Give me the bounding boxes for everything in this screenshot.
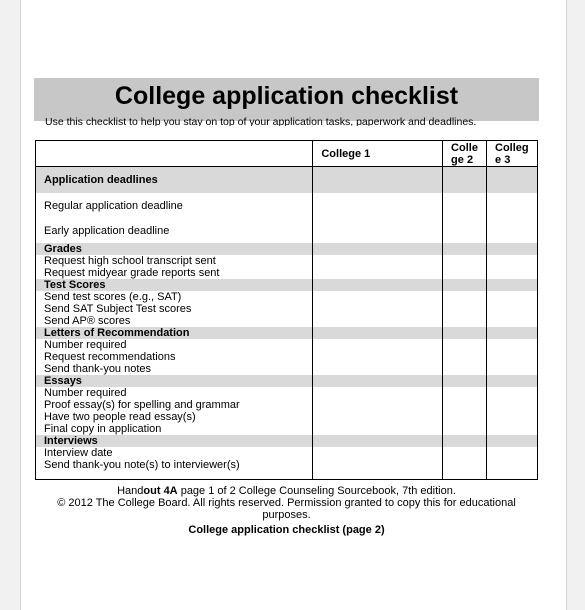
checklist-table: [35, 140, 538, 480]
entry-cell[interactable]: [487, 423, 538, 435]
entry-cell[interactable]: [487, 459, 538, 480]
table-row: [36, 387, 538, 399]
item-label: Regular application deadline: [36, 193, 313, 218]
table-row: [36, 303, 538, 315]
item-label: Number required: [36, 387, 313, 399]
header-college-2: [443, 141, 487, 167]
entry-cell[interactable]: [313, 267, 443, 279]
table-row: [36, 447, 538, 459]
section-cell: [487, 435, 538, 447]
entry-cell[interactable]: [313, 303, 443, 315]
page-title: College application checklist: [114, 82, 459, 110]
entry-cell[interactable]: [487, 315, 538, 327]
entry-cell[interactable]: [487, 351, 538, 363]
entry-cell[interactable]: [487, 291, 538, 303]
checklist-body: [36, 167, 538, 480]
entry-cell[interactable]: [313, 423, 443, 435]
section-cell: [313, 375, 443, 387]
entry-cell[interactable]: [443, 267, 487, 279]
section-row: [36, 327, 538, 339]
entry-cell[interactable]: [487, 218, 538, 243]
entry-cell[interactable]: [313, 315, 443, 327]
entry-cell[interactable]: [487, 387, 538, 399]
entry-cell[interactable]: [443, 193, 487, 218]
table-row: [36, 351, 538, 363]
entry-cell[interactable]: [313, 363, 443, 375]
entry-cell[interactable]: [443, 363, 487, 375]
item-label: Send thank-you note(s) to interviewer(s): [36, 459, 313, 480]
section-cell: [443, 243, 487, 255]
entry-cell[interactable]: [487, 267, 538, 279]
section-cell: [443, 167, 487, 194]
entry-cell[interactable]: [313, 255, 443, 267]
section-cell: [487, 167, 538, 194]
entry-cell[interactable]: [313, 459, 443, 480]
section-row: [36, 279, 538, 291]
entry-cell[interactable]: [487, 255, 538, 267]
table-row: [36, 315, 538, 327]
item-label: Number required: [36, 339, 313, 351]
item-label: Send test scores (e.g., SAT): [36, 291, 313, 303]
entry-cell[interactable]: [443, 399, 487, 411]
section-cell: [313, 167, 443, 194]
table-row: [36, 339, 538, 351]
entry-cell[interactable]: [443, 351, 487, 363]
section-row: [36, 167, 538, 194]
table-row: [36, 411, 538, 423]
section-cell: [443, 279, 487, 291]
entry-cell[interactable]: [487, 339, 538, 351]
header-label: [36, 141, 313, 167]
section-heading: Test Scores: [36, 279, 313, 291]
item-label: Request high school transcript sent: [36, 255, 313, 267]
section-heading: Grades: [36, 243, 313, 255]
entry-cell[interactable]: [313, 351, 443, 363]
item-label: Proof essay(s) for spelling and grammar: [36, 399, 313, 411]
entry-cell[interactable]: [313, 387, 443, 399]
section-row: [36, 243, 538, 255]
entry-cell[interactable]: [313, 447, 443, 459]
section-heading: Essays: [36, 375, 313, 387]
table-row: [36, 291, 538, 303]
item-label: Send AP® scores: [36, 315, 313, 327]
section-cell: [487, 279, 538, 291]
table-row: [36, 423, 538, 435]
entry-cell[interactable]: [313, 399, 443, 411]
section-cell: [487, 327, 538, 339]
handout-line: Handout 4A page 1 of 2 College Counseling Sourcebook, 7th edition.: [117, 485, 456, 497]
title-bar: [34, 78, 539, 121]
entry-cell[interactable]: [487, 411, 538, 423]
section-cell: [313, 435, 443, 447]
section-heading: Letters of Recommendation: [36, 327, 313, 339]
section-cell: [487, 243, 538, 255]
section-cell: [443, 375, 487, 387]
table-row: [36, 218, 538, 243]
section-cell: [443, 327, 487, 339]
entry-cell[interactable]: [443, 291, 487, 303]
table-row: [36, 399, 538, 411]
entry-cell[interactable]: [443, 447, 487, 459]
entry-cell[interactable]: [443, 339, 487, 351]
entry-cell[interactable]: [313, 411, 443, 423]
header-college-2-text: Colle ge 2: [451, 141, 478, 166]
entry-cell[interactable]: [443, 218, 487, 243]
entry-cell[interactable]: [443, 423, 487, 435]
header-college-3: [487, 141, 538, 167]
document-page: [20, 0, 567, 610]
table-header-row: [36, 141, 538, 167]
entry-cell[interactable]: [313, 218, 443, 243]
section-row: [36, 435, 538, 447]
entry-cell[interactable]: [443, 303, 487, 315]
instructions-text: Use this checklist to help you stay on top of your application tasks, paperwork and deadlines.: [45, 116, 477, 126]
item-label: Send thank-you notes: [36, 363, 313, 375]
entry-cell[interactable]: [443, 459, 487, 480]
header-college-3-text: Colleg e 3: [495, 141, 529, 166]
item-label: Request midyear grade reports sent: [36, 267, 313, 279]
section-heading: Interviews: [36, 435, 313, 447]
entry-cell[interactable]: [487, 193, 538, 218]
header-college-1: College 1: [313, 141, 443, 167]
table-row: [36, 193, 538, 218]
table-row: [36, 363, 538, 375]
entry-cell[interactable]: [487, 363, 538, 375]
item-label: Request recommendations: [36, 351, 313, 363]
item-label: Have two people read essay(s): [36, 411, 313, 423]
copyright-line: © 2012 The College Board. All rights reserved. Permission granted to copy this for educational purposes.: [57, 497, 516, 521]
entry-cell[interactable]: [313, 193, 443, 218]
table-row: [36, 255, 538, 267]
entry-cell[interactable]: [443, 255, 487, 267]
item-label: Send SAT Subject Test scores: [36, 303, 313, 315]
entry-cell[interactable]: [443, 315, 487, 327]
section-cell: [313, 279, 443, 291]
footer: [35, 485, 538, 536]
next-page-title: College application checklist (page 2): [188, 524, 385, 536]
section-cell: [313, 327, 443, 339]
item-label: Interview date: [36, 447, 313, 459]
item-label: Final copy in application: [36, 423, 313, 435]
entry-cell[interactable]: [313, 291, 443, 303]
entry-cell[interactable]: [443, 387, 487, 399]
entry-cell[interactable]: [487, 399, 538, 411]
section-cell: [443, 435, 487, 447]
entry-cell[interactable]: [313, 339, 443, 351]
table-row: [36, 459, 538, 480]
section-cell: [487, 375, 538, 387]
entry-cell[interactable]: [443, 411, 487, 423]
entry-cell[interactable]: [487, 303, 538, 315]
section-heading: Application deadlines: [36, 167, 313, 194]
item-label: Early application deadline: [36, 218, 313, 243]
table-row: [36, 267, 538, 279]
section-cell: [313, 243, 443, 255]
section-row: [36, 375, 538, 387]
entry-cell[interactable]: [487, 447, 538, 459]
